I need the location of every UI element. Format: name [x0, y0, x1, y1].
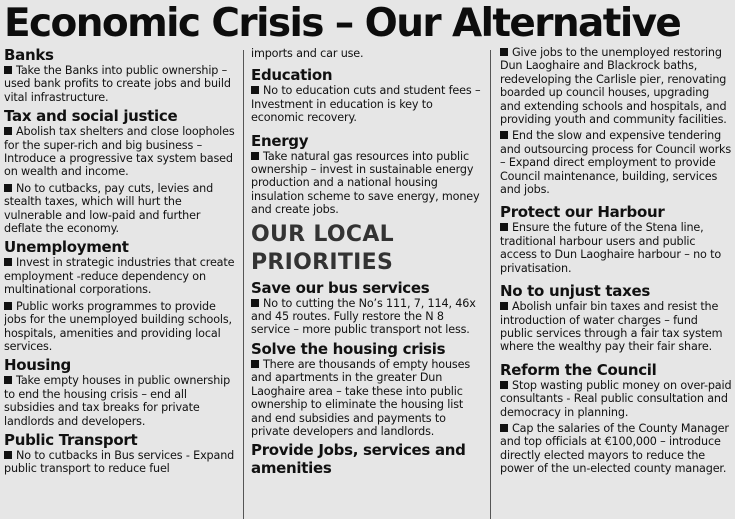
bullet-item [500, 422, 733, 476]
bullet-item [500, 46, 733, 126]
square-bullet-icon [500, 131, 508, 139]
bullet-item [500, 300, 733, 354]
bullet-text: Take empty houses in public ownership to end the housing crisis – end all subsidies and tax breaks for private landlords and developers. [4, 374, 231, 428]
column-1 [4, 46, 235, 519]
bullet-text: Abolish tax shelters and close loopholes for the super-rich and big business – Introduce a progressive tax system based on wealth and income. [4, 125, 235, 179]
section-heading-solve-housing: Solve the housing crisis [251, 339, 446, 358]
column-divider [243, 50, 244, 519]
bullet-text: No to education cuts and student fees – Investment in education is key to economic recovery. [251, 84, 481, 125]
page-title: Economic Crisis – Our Alternative [4, 1, 681, 46]
local-priorities-heading [251, 221, 483, 277]
square-bullet-icon [251, 299, 259, 307]
bullet-item [251, 150, 483, 217]
bullet-text: Public works programmes to provide jobs for the unemployed building schools, hospitals, amenities and providing local services. [4, 299, 232, 353]
bullet-text: No to cutbacks, pay cuts, levies and stealth taxes, which will hurt the vulnerable and low-paid and further deflate the economy. [4, 181, 214, 236]
square-bullet-icon [4, 66, 12, 74]
bullet-item [500, 129, 733, 196]
bullet-item [500, 221, 733, 275]
bullet-item [251, 358, 483, 438]
bullet-item [4, 125, 235, 179]
square-bullet-icon [500, 424, 508, 432]
square-bullet-icon [4, 451, 12, 459]
square-bullet-icon [500, 48, 508, 56]
local-priorities-line1: OUR LOCAL [251, 221, 394, 247]
bullet-text: Cap the salaries of the County Manager and top officials at €100,000 – introduce directly elected mayors to reduce the power of the un-elected county manager. [500, 421, 729, 476]
square-bullet-icon [251, 86, 259, 94]
bullet-text: Ensure the future of the Stena line, traditional harbour users and public access to Dun Laoghaire harbour – no to privatisation. [500, 221, 722, 275]
local-priorities-line2: PRIORITIES [251, 249, 394, 275]
section-heading-banks: Banks [4, 46, 54, 64]
section-heading-bus: Save our bus services [251, 278, 430, 297]
bullet-item [4, 449, 235, 476]
section-heading-energy: Energy [251, 131, 309, 150]
bullet-text: Invest in strategic industries that create employment -reduce dependency on multinational corporations. [4, 256, 235, 297]
bullet-text: Stop wasting public money on over-paid consultants - Real public consultation and democracy in planning. [500, 378, 732, 419]
section-heading-unemployment: Unemployment [4, 238, 129, 257]
column-2 [251, 47, 483, 519]
bullet-text: There are thousands of empty houses and apartments in the greater Dun Laoghaire area – take these into public ownership to eliminate the housing list and end subsidies and payments to private developers and landlords. [251, 357, 471, 438]
section-heading-unjust-taxes: No to unjust taxes [500, 282, 650, 301]
square-bullet-icon [251, 152, 259, 160]
bullet-item [4, 256, 235, 296]
square-bullet-icon [500, 381, 508, 389]
section-heading-jobs: Provide Jobs, services and amenities [251, 441, 466, 478]
section-heading-housing: Housing [4, 356, 71, 375]
bullet-item [251, 84, 483, 124]
square-bullet-icon [4, 258, 12, 266]
section-heading-tax: Tax and social justice [4, 107, 178, 126]
bullet-item [251, 297, 483, 337]
section-heading-council: Reform the Council [500, 360, 657, 379]
section-heading-education: Education [251, 66, 333, 85]
column-3 [500, 46, 733, 519]
bullet-text: End the slow and expensive tendering and outsourcing process for Council works – Expand direct employment to provide Council maintenance, building, services and jobs. [500, 129, 732, 197]
square-bullet-icon [4, 184, 12, 192]
bullet-text: Take natural gas resources into public ownership – invest in sustainable energy production and a national housing insulation scheme to save energy, money and create jobs. [251, 149, 480, 217]
square-bullet-icon [4, 302, 12, 310]
bullet-item [500, 379, 733, 419]
square-bullet-icon [500, 223, 508, 231]
bullet-item [4, 300, 235, 354]
square-bullet-icon [500, 302, 508, 310]
bullet-item [4, 374, 235, 428]
bullet-text: Take the Banks into public ownership – used bank profits to create jobs and build vital infrastructure. [4, 64, 231, 104]
square-bullet-icon [4, 127, 12, 135]
column-divider [490, 50, 491, 519]
section-heading-harbour: Protect our Harbour [500, 203, 665, 222]
bullet-item [4, 64, 235, 104]
bullet-text: Abolish unfair bin taxes and resist the introduction of water charges – fund public services through a fair tax system where the wealthy pay their fair share. [500, 300, 723, 354]
bullet-text: No to cutbacks in Bus services - Expand public transport to reduce fuel [4, 448, 235, 476]
continued-text: imports and car use. [251, 47, 364, 60]
section-heading-transport: Public Transport [4, 430, 138, 449]
square-bullet-icon [251, 360, 259, 368]
bullet-text: No to cutting the No’s 111, 7, 114, 46x and 45 routes. Fully restore the N 8 service – more public transport not less. [251, 296, 476, 337]
bullet-text: Give jobs to the unemployed restoring Dun Laoghaire and Blackrock baths, redeveloping the Carlisle pier, renovating boarded up council houses, upgrading and extending schools and hospitals, and providing youth and community facilities. [500, 46, 727, 127]
square-bullet-icon [4, 376, 12, 384]
bullet-item [4, 182, 235, 236]
